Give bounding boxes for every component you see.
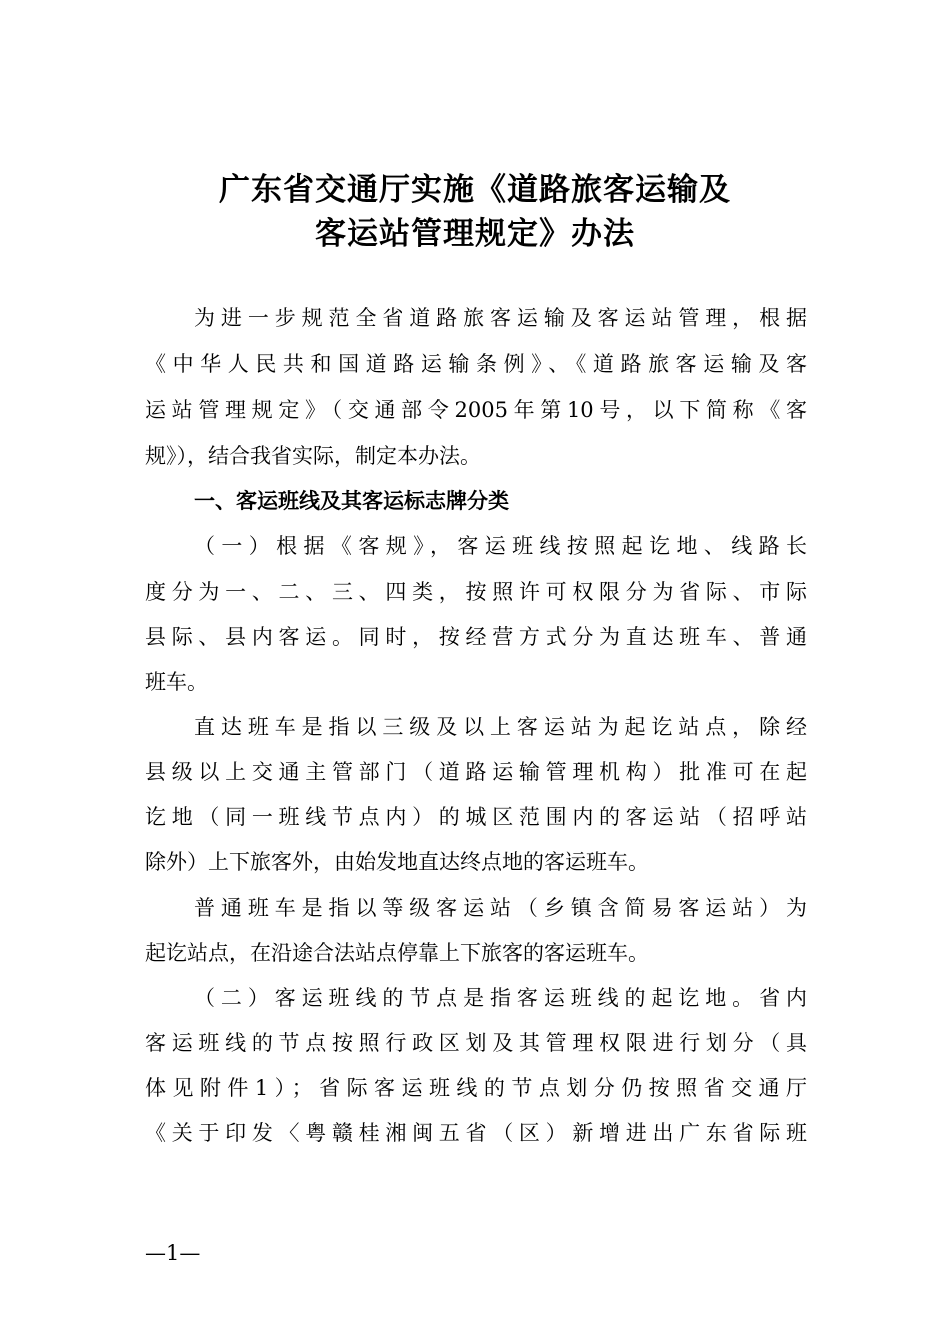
document-title-line-2: 客运站管理规定》办法 xyxy=(315,216,635,252)
paragraph-line: 县际、县内客运。同时，按经营方式分为直达班车、普通 xyxy=(145,625,807,649)
paragraph-line: 起讫站点，在沿途合法站点停靠上下旅客的客运班车。 xyxy=(145,941,649,965)
paragraph-line: （二）客运班线的节点是指客运班线的起讫地。省内 xyxy=(194,986,807,1010)
paragraph-line: 直达班车是指以三级及以上客运站为起讫站点，除经 xyxy=(194,715,807,739)
page-number: —1— xyxy=(145,1241,201,1265)
paragraph-line: 班车。 xyxy=(145,670,208,694)
paragraph-line: 客运班线的节点按照行政区划及其管理权限进行划分（具 xyxy=(145,1031,807,1055)
document-title-line-1: 广东省交通厅实施《道路旅客运输及 xyxy=(219,172,731,208)
paragraph-line: 度分为一、二、三、四类，按照许可权限分为省际、市际 xyxy=(145,580,807,604)
paragraph-line: 规》），结合我省实际，制定本办法。 xyxy=(145,444,481,468)
paragraph-line: 为进一步规范全省道路旅客运输及客运站管理，根据 xyxy=(194,306,807,330)
section-heading: 一、客运班线及其客运标志牌分类 xyxy=(194,489,509,513)
paragraph-line: （一）根据《客规》，客运班线按照起讫地、线路长 xyxy=(194,534,807,558)
paragraph-line: 普通班车是指以等级客运站（乡镇含简易客运站）为 xyxy=(194,896,807,920)
paragraph-line: 体见附件1）；省际客运班线的节点划分仍按照省交通厅 xyxy=(145,1076,807,1100)
paragraph-line: 运站管理规定》（交通部令2005年第10号，以下简称《客 xyxy=(145,398,807,422)
paragraph-line: 《中华人民共和国道路运输条例》、《道路旅客运输及客 xyxy=(145,352,807,376)
paragraph-line: 《关于印发〈粤赣桂湘闽五省（区）新增进出广东省际班 xyxy=(145,1121,807,1145)
paragraph-line: 讫地（同一班线节点内）的城区范围内的客运站（招呼站 xyxy=(145,805,807,829)
paragraph-line: 县级以上交通主管部门（道路运输管理机构）批准可在起 xyxy=(145,760,807,784)
paragraph-line: 除外）上下旅客外，由始发地直达终点地的客运班车。 xyxy=(145,850,649,874)
